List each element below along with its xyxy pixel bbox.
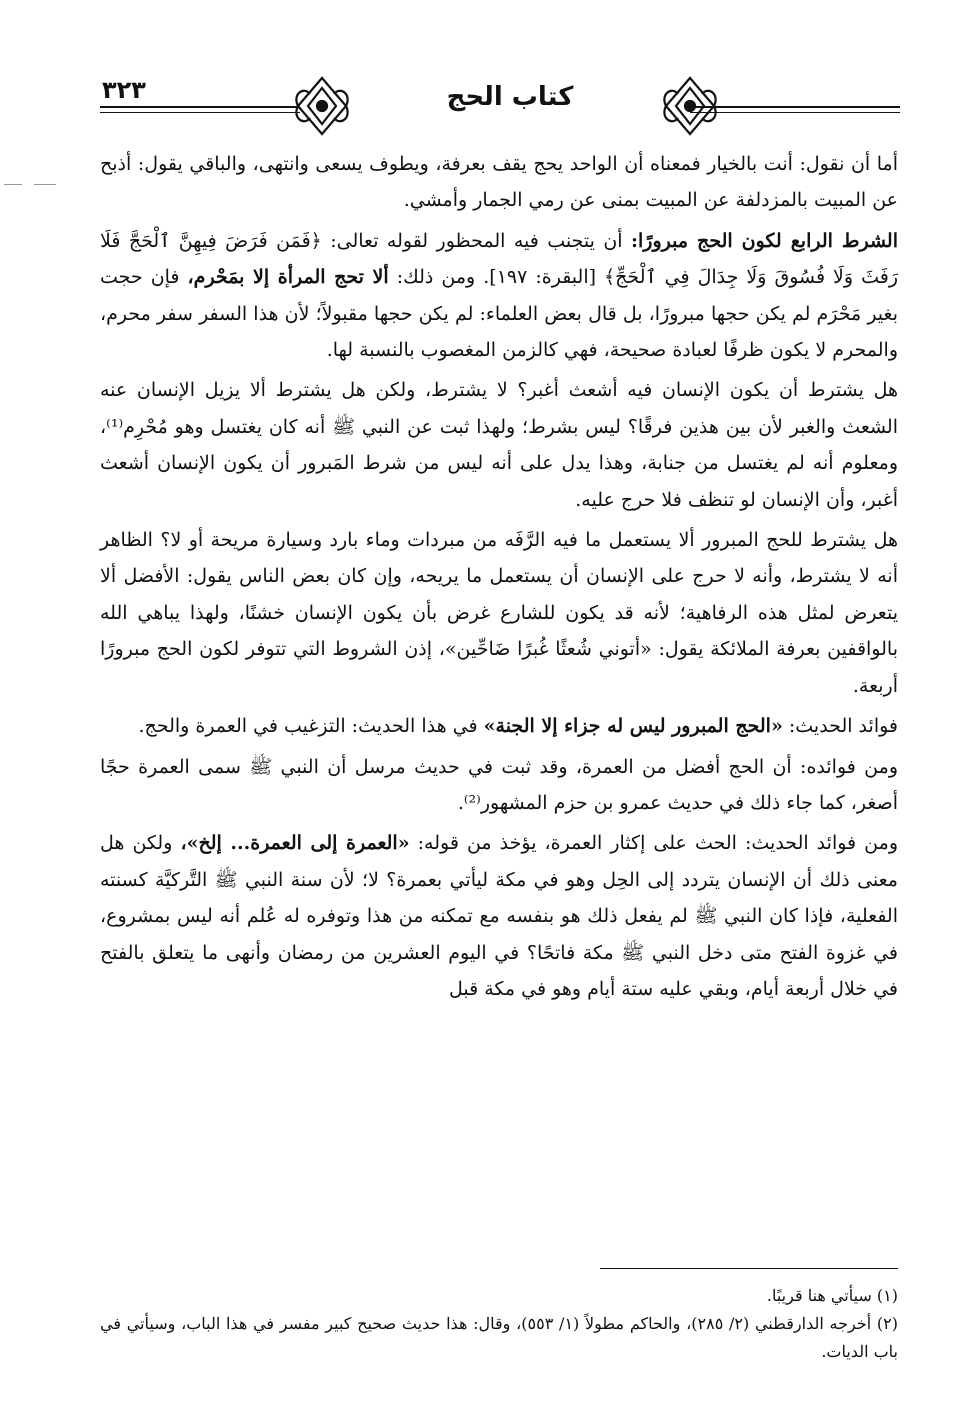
text-run: هل يشترط أن يكون الإنسان فيه أشعث أغبر؟ لا يشترط، ولكن هل يشترط ألا يزيل الإنسان عنه الشعث والغبر لأن بين هذين فرقًا؟ ليس بشرط؛ ولهذا ثبت عن النبي ﷺ أنه كان يغتسل وهو مُحْرِم⁽¹⁾، ومعلوم أنه لم يغتسل من جنابة، وهذا يدل على أنه ليس من شرط المَبرور أن يكون الإنسان أشعث أغبر، وأن الإنسان لو تنظف فلا حرج عليه. (100, 379, 898, 511)
bold-text: «الحج المبرور ليس له جزاء إلا الجنة» (483, 715, 783, 738)
footnote: (١) سيأتي هنا قريبًا. (766, 1286, 898, 1305)
text-run: ومن فوائد الحديث: الحث على إكثار العمرة، يؤخذ من قوله: (409, 832, 898, 855)
paragraph (100, 708, 898, 744)
header-rule-left-thin (100, 112, 300, 113)
paragraph (100, 522, 898, 704)
paragraph (100, 223, 898, 369)
footnote: (٢) أخرجه الدارقطني (٢/ ٢٨٥)، والحاكم مطولاً (١/ ٥٥٣)، وقال: هذا حديث صحيح كبير مفسر في هذا الباب، وسيأتي في باب الديات. (100, 1314, 898, 1361)
text-run: هل يشترط للحج المبرور ألا يستعمل ما فيه الرَّفَه من مبردات وماء بارد وسيارة مريحة أو لا؟ الظاهر أنه لا يشترط، وأنه لا حرج على الإنسان أن يستعمل ما يريحه، وإن كان بعض الناس يقول: الأفضل ألا يتعرض لمثل هذه الرفاهية؛ لأنه قد يكون للشارع غرض بأن يكون الإنسان خشنًا، ولهذا يباهي الله بالواقفين بعرفة الملائكة يقول: «أتوني شُعثًا غُبرًا ضَاحِّين»، إذن الشروط التي تتوفر لكون الحج مبرورًا أربعة. (100, 529, 898, 697)
text-run: فإن حجت بغير مَحْرَم لم يكن حجها مبرورًا، بل قال بعض العلماء: لم يكن حجها مقبولاً؛ لأن هذا السفر سفر محرم، والمحرم لا يكون ظرفًا لعبادة صحيحة، فهي كالزمن المغصوب بالنسبة لها. (100, 266, 898, 362)
header-rule-left (100, 106, 300, 108)
text-run: في هذا الحديث: التزغيب في العمرة والحج. (138, 715, 484, 738)
paragraph (100, 749, 898, 822)
text-run: ومن فوائده: أن الحج أفضل من العمرة، وقد ثبت في حديث مرسل أن النبي ﷺ سمى العمرة حجًا أصغر، كما جاء ذلك في حديث عمرو بن حزم المشهور⁽²⁾. (100, 755, 898, 814)
margin-mark (4, 184, 22, 185)
footnotes (100, 1282, 898, 1366)
ornament-left-icon (290, 74, 354, 138)
chapter-title: كتاب الحج (446, 82, 574, 112)
header-rule-right-thin (690, 112, 900, 113)
main-text (100, 146, 898, 1011)
paragraph (100, 825, 898, 1007)
text-run: أما أن نقول: أنت بالخيار فمعناه أن الواحد يحج يقف بعرفة، ويطوف يسعى وانتهى، والباقي يقول: أذبح عن المبيت بالمزدلفة عن المبيت بمنى عن رمي الجمار وأمشي. (100, 153, 898, 212)
paragraph (100, 372, 898, 518)
bold-text: الشرط الرابع لكون الحج مبرورًا: (631, 229, 898, 252)
bold-text: «العمرة إلى العمرة... إلخ»، (180, 832, 410, 855)
text-run: أن يتجنب فيه المحظور لقوله تعالى: ﴿فَمَن فَرَضَ فِيهِنَّ ٱلْحَجَّ فَلَا رَفَثَ وَلَا فُسُوقَ وَلَا جِدَالَ فِي ٱلْحَجِّ﴾ [البقرة: ١٩٧]. ومن ذلك: (100, 229, 899, 289)
paragraph (100, 146, 898, 219)
margin-mark (34, 184, 56, 185)
header-rule-right (690, 106, 900, 108)
text-run: ولكن هل معنى ذلك أن الإنسان يتردد إلى الحِل وهو في مكة ليأتي بعمرة؟ لا؛ لأن سنة النبي ﷺ التَّركيَّة كسنته الفعلية، فإذا كان النبي ﷺ لم يفعل ذلك هو بنفسه مع تمكنه من هذا وتوفره له عُلم أنه ليس بمشروع، في غزوة الفتح متى دخل النبي ﷺ مكة فاتحًا؟ في اليوم العشرين من رمضان وأنهى ما يتعلق بالفتح في خلال أربعة أيام، وبقي عليه ستة أيام وهو في مكة قبل (100, 832, 898, 1000)
page-header (90, 70, 902, 140)
page-number: ٣٢٣ (102, 76, 146, 104)
bold-text: ألا تحج المرأة إلا بمَحْرم، (187, 266, 389, 289)
text-run: فوائد الحديث: (782, 715, 898, 738)
footnote-separator (600, 1268, 898, 1269)
